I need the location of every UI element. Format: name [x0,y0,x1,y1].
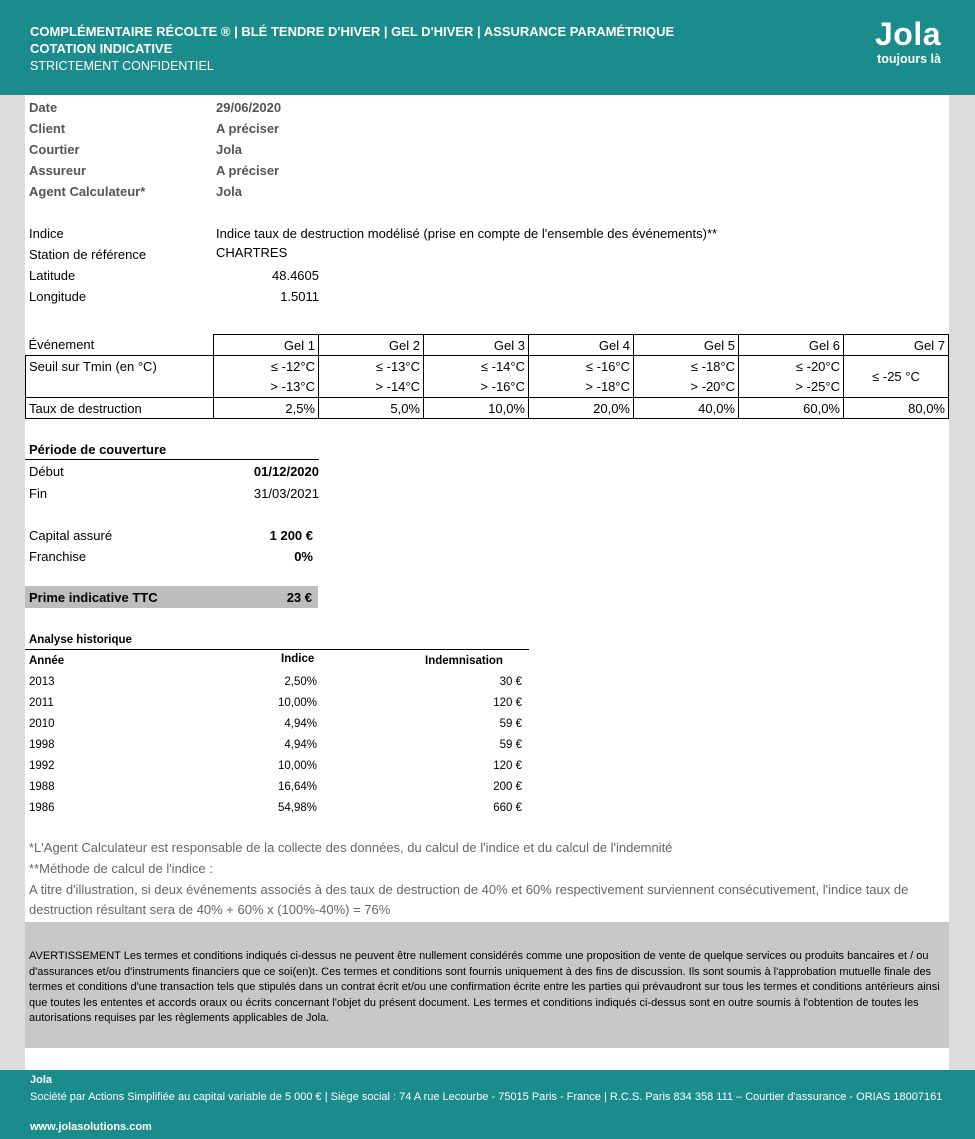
history-year: 2013 [29,676,55,688]
history-indemnisation: 30 € [499,676,522,688]
gel7-threshold: ≤ -25 °C [844,356,949,398]
taux-value: 40,0% [634,398,739,419]
header-confidential: STRICTEMENT CONFIDENTIEL [30,59,214,73]
longitude-label: Longitude [29,289,87,304]
history-col-year: Année [29,655,65,667]
debut-label: Début [29,464,64,479]
event-name: Gel 5 [634,335,739,356]
event-name: Gel 6 [739,335,844,356]
assureur-value: A préciser [216,163,280,178]
history-year: 1986 [29,802,55,814]
seuil-lower: > -20°C [634,377,739,398]
event-label: Événement [28,337,95,353]
method-note: **Méthode de calcul de l'indice : [29,861,213,876]
footer-website[interactable]: www.jolasolutions.com [30,1121,152,1133]
station-label: Station de référence [29,247,147,262]
history-row [25,694,529,715]
seuil-upper: ≤ -18°C [634,356,739,377]
history-index: 4,94% [284,718,317,730]
fin-value: 31/03/2021 [253,486,319,501]
client-label: Client [29,121,66,136]
date-value: 29/06/2020 [216,100,282,115]
latitude-label: Latitude [29,268,76,283]
taux-value: 80,0% [844,398,949,419]
seuil-upper: ≤ -12°C [214,356,319,377]
prime-box [25,586,318,608]
history-row [25,736,529,757]
agent-value: Jola [216,184,243,199]
capital-label: Capital assuré [29,528,113,543]
warning-box [25,922,949,1048]
client-value: A préciser [216,121,280,136]
agent-note: *L'Agent Calculateur est responsable de la collecte des données, du calcul de l'indice et du calcul de l'indemnité [29,840,673,855]
seuil-upper: ≤ -20°C [739,356,844,377]
prime-label: Prime indicative TTC [29,590,158,605]
history-year: 1988 [29,781,55,793]
footer-company: Jola [30,1074,53,1086]
seuil-lower: > -14°C [319,377,424,398]
courtier-value: Jola [216,142,243,157]
latitude-value: 48.4605 [272,268,319,283]
taux-value: 10,0% [424,398,529,419]
history-row [25,799,529,820]
history-col-index: Indice [281,653,315,665]
history-index: 16,64% [277,781,317,793]
coverage-title: Période de couverture [29,442,167,457]
history-title: Analyse historique [29,634,132,646]
history-year: 2011 [29,697,54,709]
franchise-label: Franchise [29,549,87,564]
example-note: A titre d'illustration, si deux événements associés à des taux de destruction de 40% et 60% respectivement surviennent consécutivement, l'indice taux de destruction résultant sera de 40% + 60% x (100%-40%) = 76% [29,882,909,917]
header-subtitle: COTATION INDICATIVE [30,41,173,56]
capital-value: 1 200 € [269,528,313,543]
page-header [0,0,975,95]
history-row [25,757,529,778]
history-row [25,715,529,736]
seuil-upper-row [26,356,949,377]
indice-label: Indice [29,226,64,241]
franchise-value: 0% [294,549,313,564]
logo-brand: Jola [874,16,941,52]
agent-label: Agent Calculateur* [29,184,146,199]
station-value: CHARTRES [216,245,288,260]
taux-value: 60,0% [739,398,844,419]
page-footer [0,1070,975,1139]
prime-value: 23 € [286,590,312,605]
taux-value: 2,5% [214,398,319,419]
events-table [25,334,949,419]
history-indemnisation: 200 € [493,781,522,793]
seuil-lower: > -18°C [529,377,634,398]
event-name: Gel 2 [319,335,424,356]
seuil-blank [26,377,214,398]
warning-text: AVERTISSEMENT Les termes et conditions indiqués ci-dessus ne peuvent être nullement considérés comme une proposition de vente de quelque services ou produits bancaires et / ou d'assurances et/ou d'instruments financiers que ce soi(en)t. Ces termes et conditions sont fournis uniquement à des fins de discussion. Ils sont soumis à l'approbation mutuelle finale des termes et conditions d'une transaction tels que stipulés dans un contrat écrit et/ou une confirmation écrite entre les parties qui prévaudront sur tous les termes et conditions antérieurs ainsi que toutes les ententes et accords oraux ou écrits concernant l'objet du présent document. Les termes et conditions indiqués ci-dessus sont en outre soumis à l'obtention de toutes les autorisations requises par les règlements applicables de Jola. [29,950,940,1024]
longitude-value: 1.5011 [280,289,319,304]
header-title: COMPLÉMENTAIRE RÉCOLTE ® | BLÉ TENDRE D'HIVER | GEL D'HIVER | ASSURANCE PARAMÉTRIQUE [30,24,675,39]
history-col-indemnisation: Indemnisation [425,655,503,667]
seuil-lower: > -25°C [739,377,844,398]
taux-row [26,398,949,419]
taux-label: Taux de destruction [26,398,214,419]
seuil-lower: > -16°C [424,377,529,398]
history-year: 1992 [29,760,55,772]
history-index: 4,94% [284,739,317,751]
history-year: 1998 [29,739,55,751]
history-indemnisation: 59 € [499,739,522,751]
seuil-upper: ≤ -14°C [424,356,529,377]
courtier-label: Courtier [29,142,80,157]
history-index: 10,00% [277,760,317,772]
event-name: Gel 7 [844,335,949,356]
taux-value: 20,0% [529,398,634,419]
debut-value: 01/12/2020 [253,464,319,479]
history-divider [25,649,529,650]
history-index: 54,98% [277,802,317,814]
seuil-label: Seuil sur Tmin (en °C) [26,356,214,377]
events-header-row [26,335,949,356]
coverage-divider [25,459,319,460]
date-label: Date [29,100,58,115]
history-index: 10,00% [277,697,317,709]
history-indemnisation: 120 € [493,760,522,772]
history-indemnisation: 660 € [493,802,522,814]
indice-value: Indice taux de destruction modélisé (prise en compte de l'ensemble des événements)** [216,226,718,241]
taux-value: 5,0% [319,398,424,419]
event-name: Gel 3 [424,335,529,356]
event-name: Gel 1 [214,335,319,356]
seuil-upper: ≤ -16°C [529,356,634,377]
assureur-label: Assureur [29,163,87,178]
history-indemnisation: 59 € [499,718,522,730]
history-indemnisation: 120 € [493,697,522,709]
jola-logo [875,16,941,66]
seuil-upper: ≤ -13°C [319,356,424,377]
history-index: 2,50% [284,676,317,688]
footer-details: Société par Actions Simplifiée au capital variable de 5 000 € | Siège social : 74 A rue Lecourbe - 75015 Paris - France | R.C.S. Paris 834 358 111 – Courtier d'assurance - ORIAS 18007161 [30,1091,943,1103]
fin-label: Fin [29,486,48,501]
history-row [25,673,529,694]
seuil-lower: > -13°C [214,377,319,398]
logo-tagline: toujours là [877,52,941,66]
history-year: 2010 [29,718,55,730]
seuil-lower-row [26,377,949,398]
document-body [25,95,949,1070]
history-row [25,778,529,799]
event-name: Gel 4 [529,335,634,356]
